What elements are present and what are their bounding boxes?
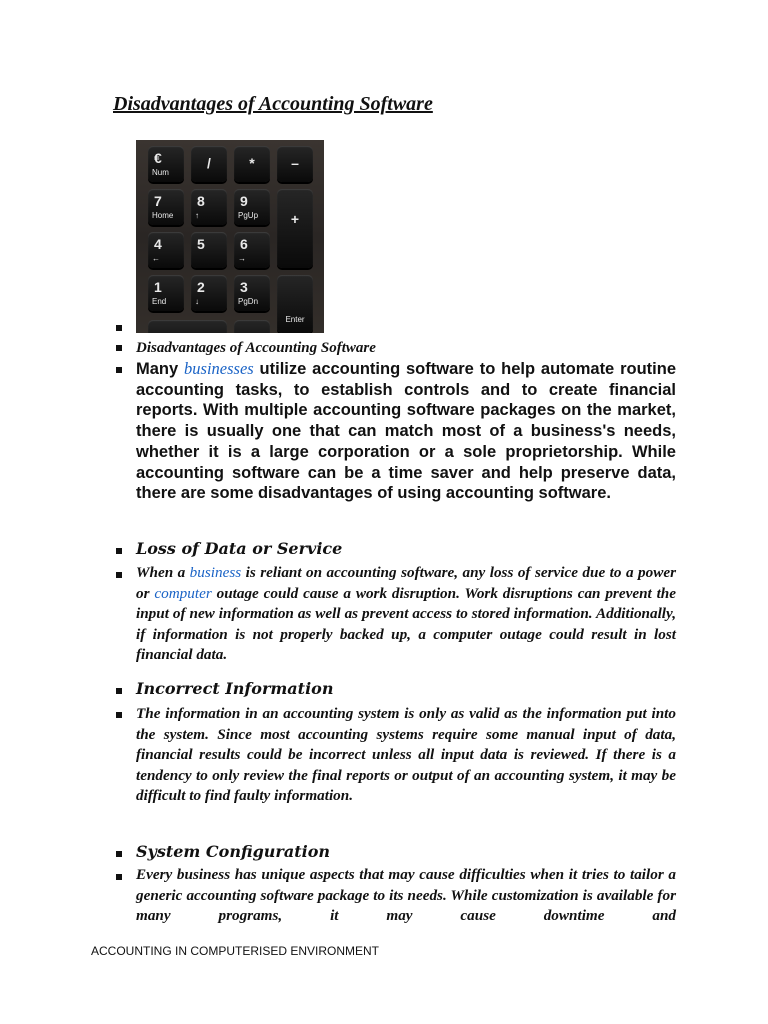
keypad-key: Enter (277, 275, 313, 333)
keypad-key: 3 PgDn (234, 275, 270, 311)
bullet-marker (116, 345, 122, 351)
bullet-marker (116, 851, 122, 857)
businesses-link[interactable]: businesses (184, 359, 254, 378)
business-link[interactable]: business (189, 564, 242, 581)
intro-text-rest: utilize accounting software to help automate routine accounting tasks, to establish controls and to create financial reports. With multiple accounting software packages on the market, there is usually one that can match most of a business's needs, whether it is a large corporation or a sole proprietorship. While accounting software can be a time saver and help preserve data, there are some disadvantages of using accounting software. (136, 360, 676, 503)
keypad-key: 6 → (234, 232, 270, 268)
page-footer: ACCOUNTING IN COMPUTERISED ENVIRONMENT (91, 944, 380, 958)
bullet-marker (116, 325, 122, 331)
keypad-key: 7 Home (148, 189, 184, 225)
section-text-incorrect-information: The information in an accounting system is only as valid as the information put into the system. Since most accounting systems require some manual input of data, financial results could be incorrect unless all input data is reviewed. If there is a tendency to only review the final reports or output of an accounting system, it may be difficult to find faulty information. (136, 705, 676, 805)
keypad-key: + (277, 189, 313, 268)
section-text-part: is reliant on accounting software, any loss of service due to a power or (136, 564, 676, 602)
intro-paragraph (136, 359, 676, 504)
bullet-marker (116, 874, 122, 880)
section-text-loss-of-data (136, 563, 676, 666)
section-heading-loss-of-data: Loss of Data or Service (136, 539, 343, 558)
keypad-key: * (234, 146, 270, 182)
section-text-system-configuration: Every business has unique aspects that may cause difficulties when it tries to tailor a generic accounting software package to its needs. While customization is available for many programs, it may cause downtime and (136, 866, 676, 925)
intro-text-start: Many (136, 360, 185, 378)
computer-link[interactable]: computer (154, 584, 212, 602)
keypad-image (136, 140, 324, 333)
keypad-key: – (277, 146, 313, 182)
bullet-marker (116, 548, 122, 554)
document-title: Disadvantages of Accounting Software (113, 93, 433, 115)
bullet-marker (116, 688, 122, 694)
subtitle-bullet-text: Disadvantages of Accounting Software (136, 340, 376, 356)
keypad-key: 5 (191, 232, 227, 268)
bullet-marker (116, 367, 122, 373)
keypad-key: 1 End (148, 275, 184, 311)
keypad-key: 9 PgUp (234, 189, 270, 225)
keypad-key: 2 ↓ (191, 275, 227, 311)
bullet-marker (116, 712, 122, 718)
keypad-key: € Num (148, 146, 184, 182)
section-text-part: outage could cause a work disruption. Work disruptions can prevent the input of new information as well as prevent access to stored information. Additionally, if information is not properly backed up, a computer outage could result in lost financial data. (136, 584, 676, 664)
keypad-key: / (191, 146, 227, 182)
section-heading-system-configuration: System Configuration (136, 842, 330, 861)
section-text-part: When a (136, 564, 190, 581)
keypad-key: 4 ← (148, 232, 184, 268)
keypad-key: 8 ↑ (191, 189, 227, 225)
section-heading-incorrect-information: Incorrect Information (136, 679, 334, 698)
keypad-key (148, 320, 227, 333)
keypad-key (234, 320, 270, 333)
bullet-marker (116, 572, 122, 578)
